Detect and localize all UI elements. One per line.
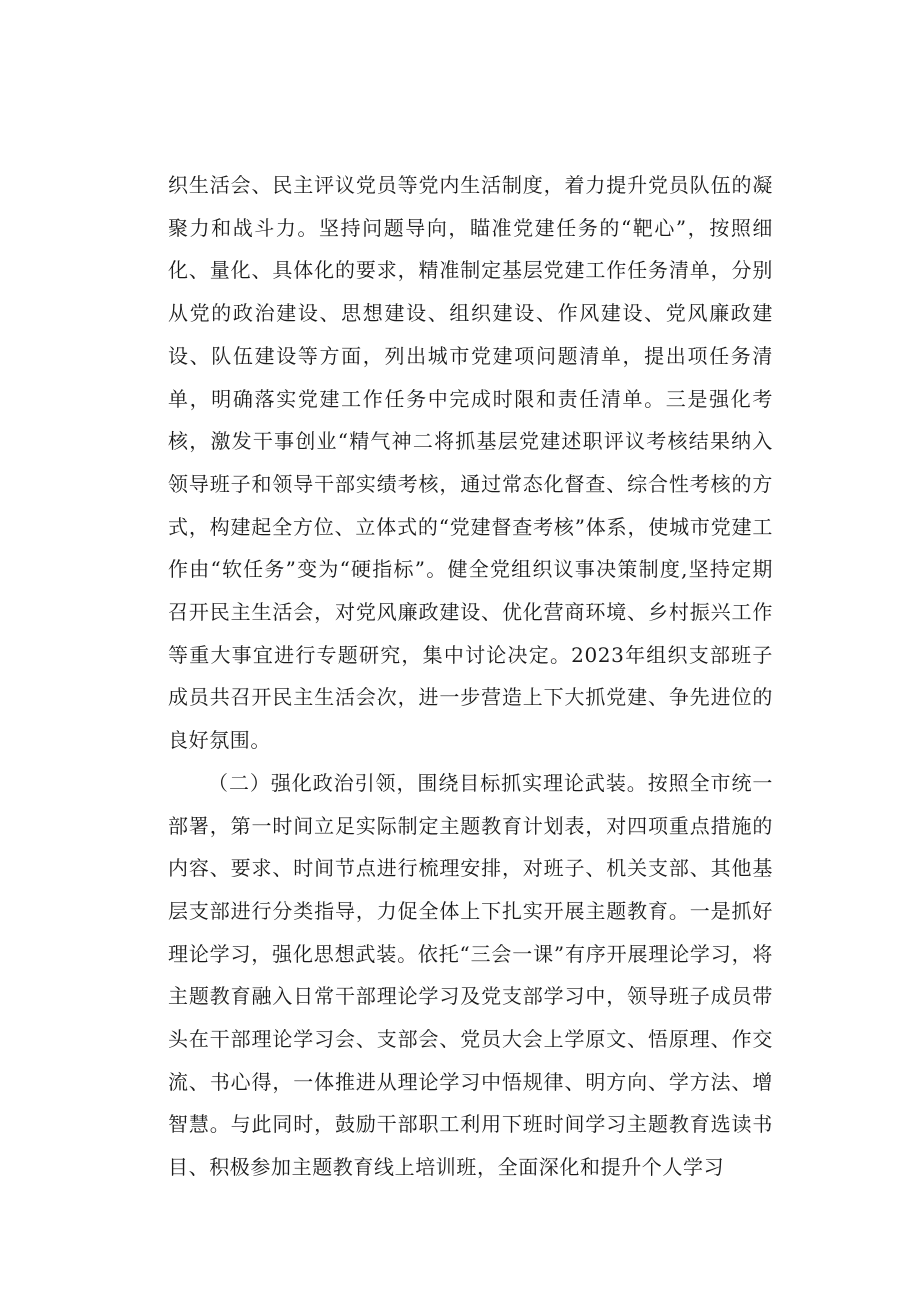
paragraph-2: （二）强化政治引领，围绕目标抓实理论武装。按照全市统一部署，第一时间立足实际制定主题教育计划表，对四项重点措施的内容、要求、时间节点进行梳理安排，对班子、机关支部、其他基层支部进行分类指导，力促全体上下扎实开展主题教育。一是抓好理论学习，强化思想武装。依托“三会一课”有序开展理论学习，将主题教育融入日常干部理论学习及党支部学习中，领导班子成员带头在干部理论学习会、支部会、党员大会上学原文、悟原理、作交流、书心得，一体推进从理论学习中悟规律、明方向、学方法、增智慧。与此同时，鼓励干部职工利用下班时间学习主题教育选读书目、积极参加主题教育线上培训班，全面深化和提升个人学习 [168,770,773,1180]
document-body [168,164,773,1189]
paragraph-1: 织生活会、民主评议党员等党内生活制度，着力提升党员队伍的凝聚力和战斗力。坚持问题导向，瞄准党建任务的“靶心”，按照细化、量化、具体化的要求，精准制定基层党建工作任务清单，分别从党的政治建设、思想建设、组织建设、作风建设、党风廉政建设、队伍建设等方面，列出城市党建项问题清单，提出项任务清单，明确落实党建工作任务中完成时限和责任清单。三是强化考核，激发干事创业“精气神二将抓基层党建述职评议考核结果纳入领导班子和领导干部实绩考核，通过常态化督查、综合性考核的方式，构建起全方位、立体式的“党建督查考核”体系，使城市党建工作由“软任务”变为“硬指标”。健全党组织议事决策制度,坚持定期召开民主生活会，对党风廉政建设、优化营商环境、乡村振兴工作等重大事宜进行专题研究，集中讨论决定。2023年组织支部班子成员共召开民主生活会次，进一步营造上下大抓党建、争先进位的良好氛围。 [168,173,773,753]
